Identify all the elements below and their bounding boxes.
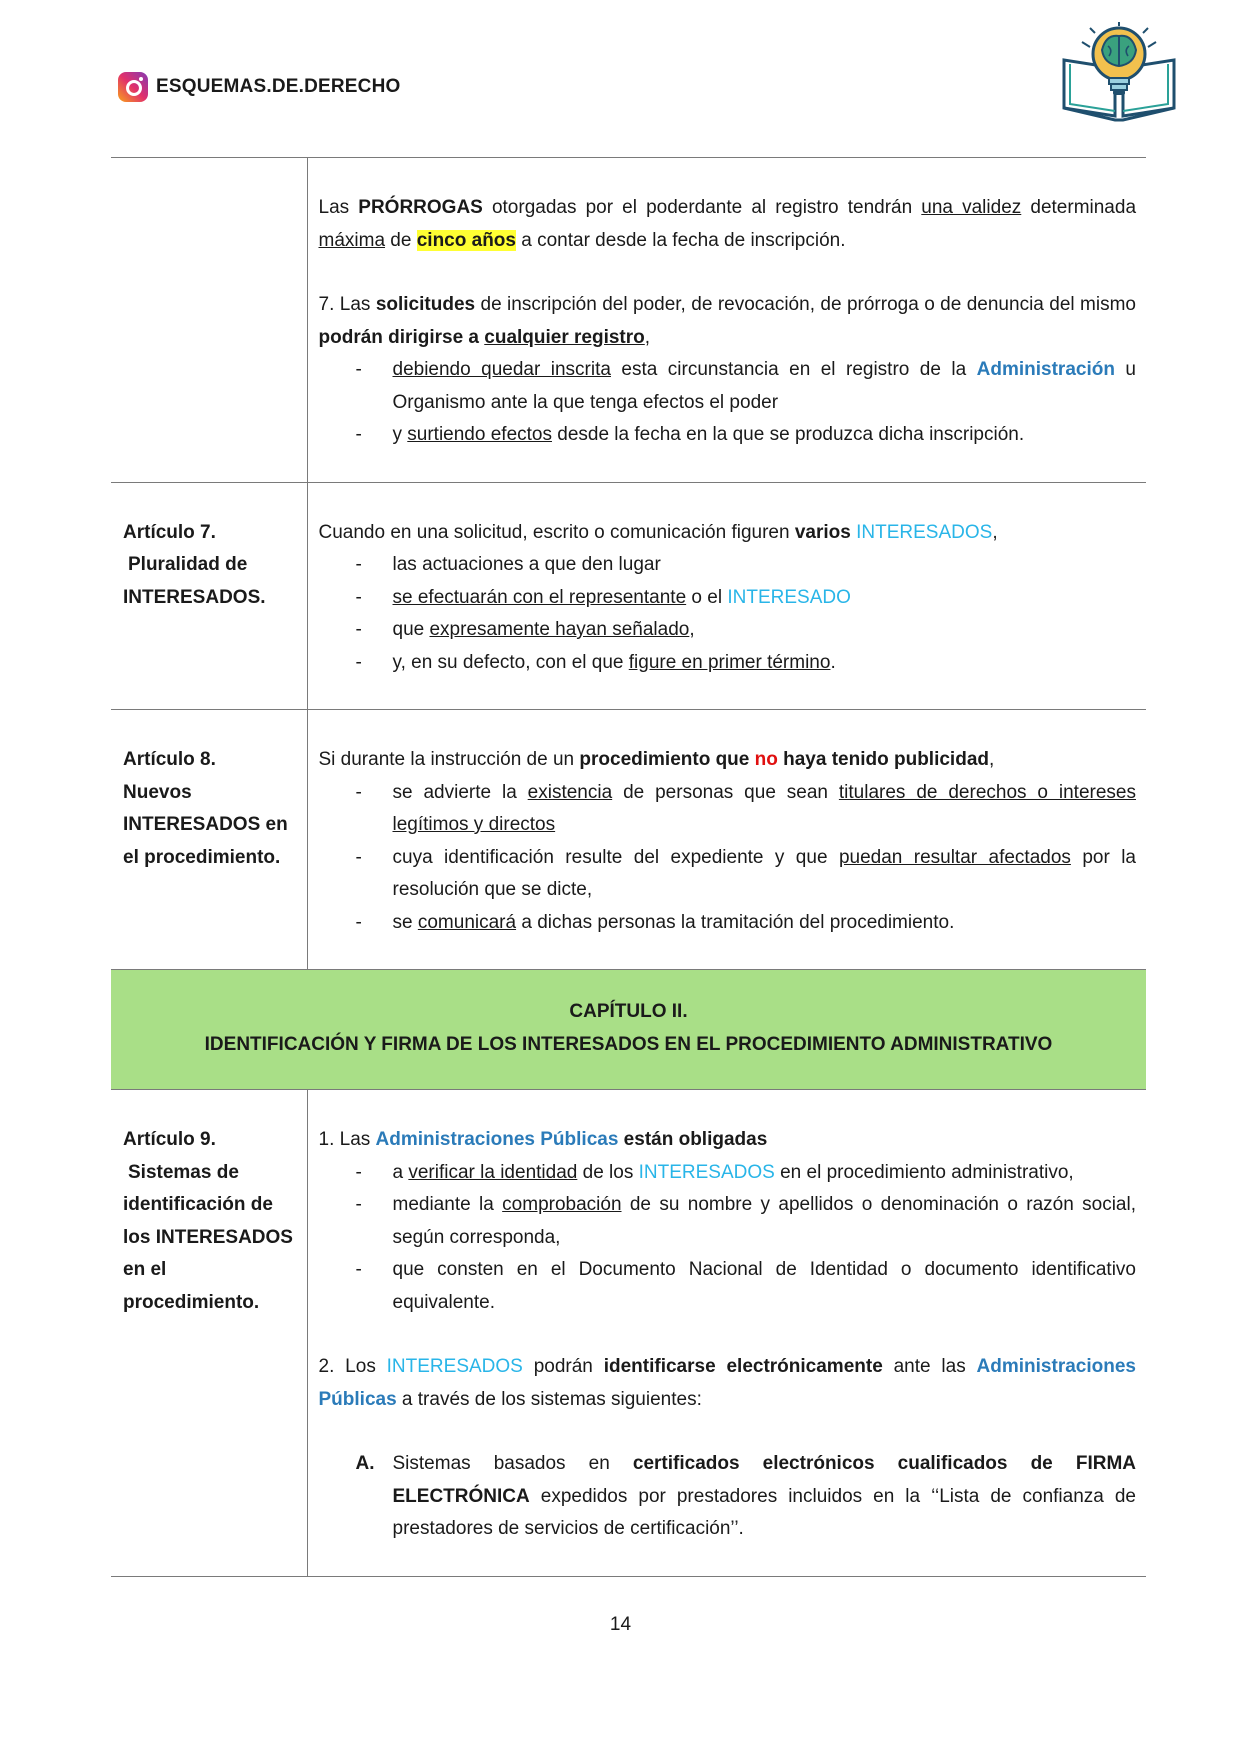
list-item: - y, en su defecto, con el que figure en primer término. bbox=[319, 647, 1137, 680]
page-number: 14 bbox=[609, 1614, 632, 1635]
article-label: Artículo 7. Pluralidad de INTERESADOS. bbox=[111, 482, 307, 710]
list-item: - se efectuarán con el representante o el INTERESADO bbox=[319, 582, 1137, 615]
list-item: - que expresamente hayan señalado, bbox=[319, 614, 1137, 647]
articles-table bbox=[111, 157, 1146, 1577]
paragraph: Las PRÓRROGAS otorgadas por el poderdante al registro tendrán una validez determinada máxima de cinco años a contar desde la fecha de inscripción. bbox=[318, 197, 1137, 251]
brain-lightbulb-book-logo-icon bbox=[1060, 20, 1178, 122]
list-item: - que consten en el Documento Nacional de Identidad o documento identificativo equivalente. bbox=[319, 1254, 1137, 1319]
table-row bbox=[111, 1090, 1146, 1577]
list-item: - a verificar la identidad de los INTERESADOS en el procedimiento administrativo, bbox=[319, 1157, 1137, 1190]
table-row bbox=[111, 710, 1146, 970]
paragraph: 2. Los INTERESADOS podrán identificarse electrónicamente ante las Administraciones Públicas a través de los sistemas siguientes: bbox=[318, 1356, 1136, 1410]
chapter-heading-row bbox=[111, 970, 1146, 1090]
paragraph: 7. Las solicitudes de inscripción del poder, de revocación, de prórroga o de denuncia del mismo podrán dirigirse a cualquier registro, bbox=[318, 294, 1136, 348]
article-content bbox=[307, 158, 1146, 483]
alpha-list bbox=[319, 1448, 1137, 1546]
table-row bbox=[111, 158, 1146, 483]
instagram-icon bbox=[118, 72, 148, 102]
brand-name: ESQUEMAS.DE.DERECHO bbox=[156, 76, 401, 97]
dash-list bbox=[319, 354, 1137, 452]
dash-list bbox=[319, 549, 1137, 679]
list-item: - se advierte la existencia de personas que sean titulares de derechos o intereses legítimos y directos bbox=[319, 777, 1137, 842]
list-item: A. Sistemas basados en certificados electrónicos cualificados de FIRMA ELECTRÓNICA expedidos por prestadores incluidos en la ‘‘Lista de confianza de prestadores de servicios de certificación’’. bbox=[355, 1453, 1136, 1539]
list-item: - y surtiendo efectos desde la fecha en la que se produzca dicha inscripción. bbox=[319, 419, 1137, 452]
article-label: Artículo 9. Sistemas de identificación de los INTERESADOS en el procedimiento. bbox=[111, 1090, 307, 1577]
table-row bbox=[111, 482, 1146, 710]
article-label-empty bbox=[111, 158, 307, 483]
list-item: - debiendo quedar inscrita esta circunstancia en el registro de la Administración u Organismo ante la que tenga efectos el poder bbox=[319, 354, 1137, 419]
article-content bbox=[307, 482, 1146, 710]
header bbox=[118, 72, 401, 102]
list-item: - cuya identificación resulte del expediente y que puedan resultar afectados por la resolución que se dicte, bbox=[319, 842, 1137, 907]
paragraph: Si durante la instrucción de un procedimiento que no haya tenido publicidad, bbox=[318, 749, 995, 770]
dash-list bbox=[319, 1157, 1137, 1320]
article-content bbox=[307, 710, 1146, 970]
article-content bbox=[307, 1090, 1146, 1577]
dash-list bbox=[319, 777, 1137, 940]
paragraph: 1. Las Administraciones Públicas están obligadas bbox=[318, 1129, 768, 1150]
article-label: Artículo 8. Nuevos INTERESADOS en el procedimiento. bbox=[111, 710, 307, 970]
paragraph: Cuando en una solicitud, escrito o comunicación figuren varios INTERESADOS, bbox=[318, 521, 998, 543]
list-item: - se comunicará a dichas personas la tramitación del procedimiento. bbox=[319, 907, 1137, 940]
chapter-heading: CAPÍTULO II. IDENTIFICACIÓN Y FIRMA DE LOS INTERESADOS EN EL PROCEDIMIENTO ADMINISTRATIVO bbox=[111, 970, 1146, 1090]
list-item: - mediante la comprobación de su nombre y apellidos o denominación o razón social, según corresponda, bbox=[319, 1189, 1137, 1254]
list-item: - las actuaciones a que den lugar bbox=[319, 549, 1137, 582]
